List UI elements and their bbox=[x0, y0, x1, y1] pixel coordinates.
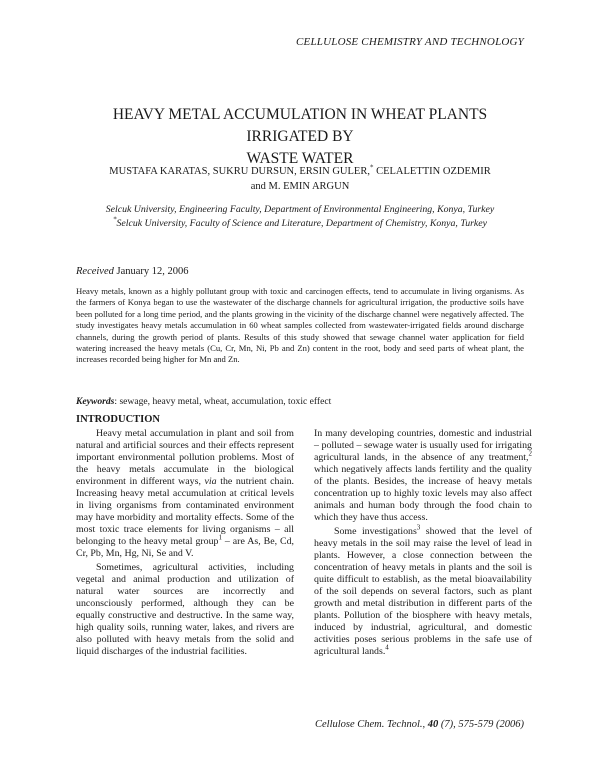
right-paragraph-1 bbox=[314, 428, 532, 524]
right-p2-text-b: showed that the level of heavy metals in the soil may raise the level of lead in plants. However, a close connection between the concentration of heavy metals in plants and the soil is quite difficult to establish, as the metal bioavailability of the soil depends on several factors, such as plant growth and metal distribution in different parts of the plants. Pollution of the biosphere with heavy metals, induced by industrial, agricultural, and domestic activities poses serious problems in the safe use of agricultural lands. bbox=[314, 526, 532, 657]
title-line-2: WASTE WATER bbox=[246, 150, 354, 167]
left-paragraph-2: Sometimes, agricultural activities, including vegetal and animal production and utilization of natural water sources are incorrectly and unconsciously performed, although they can be equally constructive and destructive. In the same way, high quality soils, running water, lakes, and rivers are also polluted with heavy metals from the solid and liquid discharges of the industrial facilities. bbox=[76, 562, 294, 657]
footer-volume: 40 bbox=[427, 719, 439, 730]
authors-line-2: and M. EMIN ARGUN bbox=[250, 181, 350, 192]
received-label: Received bbox=[76, 266, 114, 277]
received-date bbox=[76, 266, 189, 277]
left-p1-text-a: Heavy metal accumulation in plant and soil from natural and artificial sources and their effects represent important environmental pollution problems. Most of the heavy metals accumulate in the biological environment in different ways, bbox=[76, 428, 294, 487]
author-list bbox=[76, 164, 524, 194]
journal-header: CELLULOSE CHEMISTRY AND TECHNOLOGY bbox=[296, 36, 524, 48]
footer-issue-pages: (7), 575-579 (2006) bbox=[438, 719, 524, 730]
title-line-1: HEAVY METAL ACCUMULATION IN WHEAT PLANTS IRRIGATED BY bbox=[112, 106, 488, 145]
authors-part-2: CELALETTIN OZDEMIR bbox=[373, 166, 491, 177]
keywords bbox=[76, 396, 524, 407]
left-p1-text-c: – are As, Be, Cd, Cr, Pb, Mn, Hg, Ni, Se and V. bbox=[76, 536, 294, 559]
keywords-label: Keywords bbox=[76, 396, 115, 407]
right-p2-text-a: Some investigations bbox=[334, 526, 417, 537]
left-column bbox=[76, 414, 294, 658]
affiliation-2-text: Selcuk University, Faculty of Science and Literature, Department of Chemistry, Konya, Turkey bbox=[116, 218, 487, 229]
affiliation-1: Selcuk University, Engineering Faculty, Department of Environmental Engineering, Konya, Turkey bbox=[105, 204, 495, 215]
left-p1-via: via bbox=[204, 476, 217, 487]
footer-journal: Cellulose Chem. Technol bbox=[314, 719, 420, 730]
right-p1-text-b: which negatively affects lands fertility and the quality of the plants. Besides, the increase of heavy metals concentration up to highly toxic levels may also affect animals and human body through the food chain to which they have thus access. bbox=[314, 464, 532, 523]
authors-line-1 bbox=[76, 164, 524, 179]
right-p2-ref-1: 3 bbox=[416, 523, 421, 532]
left-p1-ref: 1 bbox=[218, 533, 222, 542]
paper-title bbox=[80, 104, 520, 170]
left-p1-text-b: the nutrient chain. Increasing heavy metal accumulation at critical levels in living organisms from contaminated environment may have morbidity and mortality effects. Some of the most toxic trace elements for living organisms – all belonging to the heavy metal group bbox=[76, 476, 295, 547]
citation-footer: Cellulose Chem. Technol., 40 (7), 575-579 (2006) bbox=[314, 719, 524, 730]
affiliation-2 bbox=[76, 217, 524, 231]
affiliation-asterisk: * bbox=[113, 215, 117, 224]
intro-heading: INTRODUCTION bbox=[76, 414, 161, 425]
left-paragraph-1 bbox=[76, 428, 294, 560]
right-p1-text-a: In many developing countries, domestic and industrial – polluted – sewage water is usually used for irrigating agricultural lands, in the absence of any treatment, bbox=[314, 428, 532, 463]
abstract: Heavy metals, known as a highly pollutant group with toxic and carcinogen effects, tend to accumulate in living organisms. As the farmers of Konya began to use the wastewater of the discharge channels for agricultural irrigation, the productive soils have been polluted for a long time period, and the plants growing in the vicinity of the discharge channel were negatively affected. The study investigates heavy metals accumulation in 60 wheat samples collected from wastewater-irrigated fields around discharge channels, during the growth period of plants. Results of this study showed that sewage channel water application for field watering increased the heavy metals (Cu, Cr, Mn, Ni, Pb and Zn) content in the root, body and seed parts of wheat plant, the increases recorded being higher for Mn and Zn. bbox=[76, 286, 524, 365]
keywords-text: : sewage, heavy metal, wheat, accumulation, toxic effect bbox=[114, 396, 332, 407]
right-column bbox=[314, 428, 532, 658]
authors-part-1: MUSTAFA KARATAS, SUKRU DURSUN, ERSIN GULER, bbox=[109, 166, 370, 177]
right-p2-ref-2: 4 bbox=[385, 643, 389, 652]
author-asterisk: * bbox=[369, 163, 374, 172]
right-p1-ref: 2 bbox=[528, 449, 532, 458]
received-value: January 12, 2006 bbox=[113, 266, 189, 277]
affiliations bbox=[76, 203, 524, 231]
right-paragraph-2 bbox=[314, 523, 532, 658]
